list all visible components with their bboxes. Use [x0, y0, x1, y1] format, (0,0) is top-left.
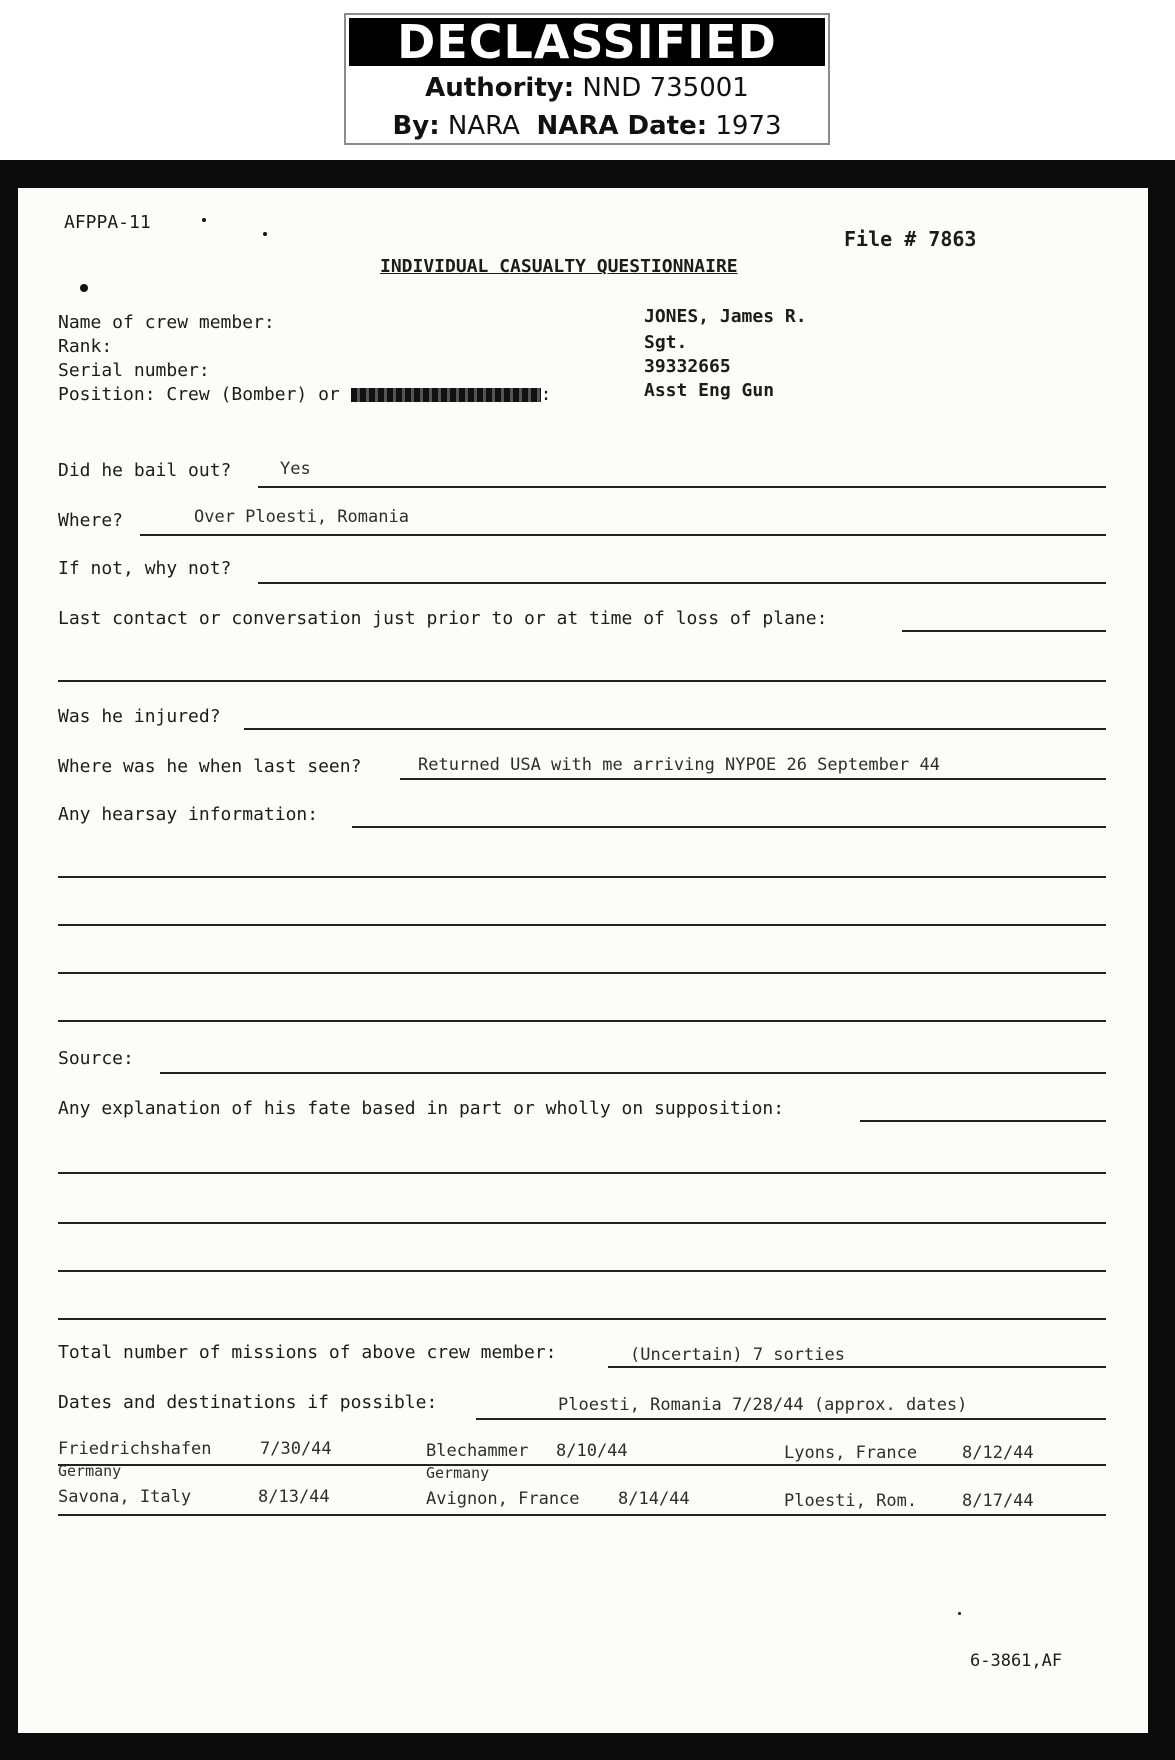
lastcontact-label: Last contact or conversation just prior to or at time of loss of plane:: [58, 608, 828, 629]
by-value: NARA: [447, 111, 520, 141]
hearsay-line-2: [58, 876, 1106, 878]
mission-date: 8/12/44: [962, 1443, 1034, 1463]
name-value: JONES, James R.: [644, 306, 807, 327]
explanation-line-3: [58, 1222, 1106, 1224]
serial-label: Serial number:: [58, 360, 210, 381]
name-label: Name of crew member:: [58, 312, 275, 333]
form-title: INDIVIDUAL CASUALTY QUESTIONNAIRE: [380, 256, 738, 277]
footer-code: 6-3861,AF: [970, 1651, 1063, 1671]
explanation-line-5: [58, 1318, 1106, 1320]
date-label: NARA Date:: [536, 111, 708, 141]
serial-value: 39332665: [644, 356, 731, 377]
lastseen-line: [400, 778, 1106, 780]
hearsay-line-3: [58, 924, 1106, 926]
stamp-title: DECLASSIFIED: [349, 18, 825, 66]
missions-value: (Uncertain) 7 sorties: [630, 1345, 845, 1365]
ifnot-label: If not, why not?: [58, 558, 232, 579]
mission-place: Ploesti, Rom.: [784, 1491, 918, 1511]
by-label: By:: [392, 111, 440, 141]
lastcontact-line: [902, 630, 1106, 632]
ink-speck: [263, 232, 267, 236]
mission-date: 8/10/44: [556, 1441, 628, 1461]
date-value: 1973: [715, 111, 782, 141]
mission-date: 8/14/44: [618, 1489, 690, 1509]
explanation-label: Any explanation of his fate based in part or wholly on supposition:: [58, 1098, 785, 1119]
mission-place: Savona, Italy: [58, 1487, 192, 1507]
mission-date: 8/13/44: [258, 1487, 330, 1507]
ink-speck: [80, 284, 88, 292]
source-line: [160, 1072, 1106, 1074]
lastseen-value: Returned USA with me arriving NYPOE 26 September 44: [418, 755, 940, 775]
injured-label: Was he injured?: [58, 706, 221, 727]
lastcontact-line-2: [58, 680, 1106, 682]
file-number: File # 7863: [844, 227, 977, 251]
explanation-line: [860, 1120, 1106, 1122]
hearsay-line: [352, 826, 1106, 828]
authority-label: Authority:: [425, 73, 575, 103]
hearsay-line-5: [58, 1020, 1106, 1022]
position-row: [58, 384, 551, 406]
rank-label: Rank:: [58, 336, 113, 357]
mission-date: 7/30/44: [260, 1439, 332, 1459]
ink-speck: [958, 1612, 961, 1615]
explanation-line-2: [58, 1172, 1106, 1174]
mission-date: 8/17/44: [962, 1491, 1034, 1511]
declassified-stamp: [344, 13, 830, 145]
position-value: Asst Eng Gun: [644, 380, 775, 401]
hearsay-label: Any hearsay information:: [58, 804, 319, 825]
dates-label: Dates and destinations if possible:: [58, 1392, 438, 1413]
explanation-line-4: [58, 1270, 1106, 1272]
source-label: Source:: [58, 1048, 134, 1069]
ifnot-line: [258, 582, 1106, 584]
mission-sub: Germany: [426, 1464, 490, 1482]
bail-label: Did he bail out?: [58, 460, 232, 481]
position-label: Position: Crew (Bomber) or: [58, 384, 340, 405]
dates-value: Ploesti, Romania 7/28/44 (approx. dates): [558, 1395, 968, 1415]
mission-place: Blechammer: [426, 1441, 529, 1461]
redacted-text: [351, 388, 541, 402]
ink-speck: [202, 218, 206, 222]
stamp-authority: [346, 69, 828, 107]
rank-value: Sgt.: [644, 332, 688, 353]
mission-place: Avignon, France: [426, 1489, 580, 1509]
mission-place: Friedrichshafen: [58, 1439, 212, 1459]
authority-value: NND 735001: [582, 73, 749, 103]
questionnaire-page: [18, 188, 1148, 1733]
missions-line: [608, 1366, 1106, 1368]
bail-line: [258, 486, 1106, 488]
mission-place: Lyons, France: [784, 1443, 918, 1463]
where-value: Over Ploesti, Romania: [194, 507, 409, 527]
where-line: [140, 534, 1106, 536]
position-colon: :: [540, 384, 552, 405]
lastseen-label: Where was he when last seen?: [58, 756, 362, 777]
form-id: AFPPA-11: [64, 212, 151, 233]
mission-sub: Germany: [58, 1462, 122, 1480]
missions-list-line: [58, 1464, 1106, 1466]
stamp-by-date: [346, 107, 828, 145]
missions-label: Total number of missions of above crew member:: [58, 1342, 557, 1363]
missions-list-line-2: [58, 1514, 1106, 1516]
dates-line: [476, 1418, 1106, 1420]
hearsay-line-4: [58, 972, 1106, 974]
injured-line: [244, 728, 1106, 730]
where-label: Where?: [58, 510, 124, 531]
bail-value: Yes: [280, 459, 311, 479]
